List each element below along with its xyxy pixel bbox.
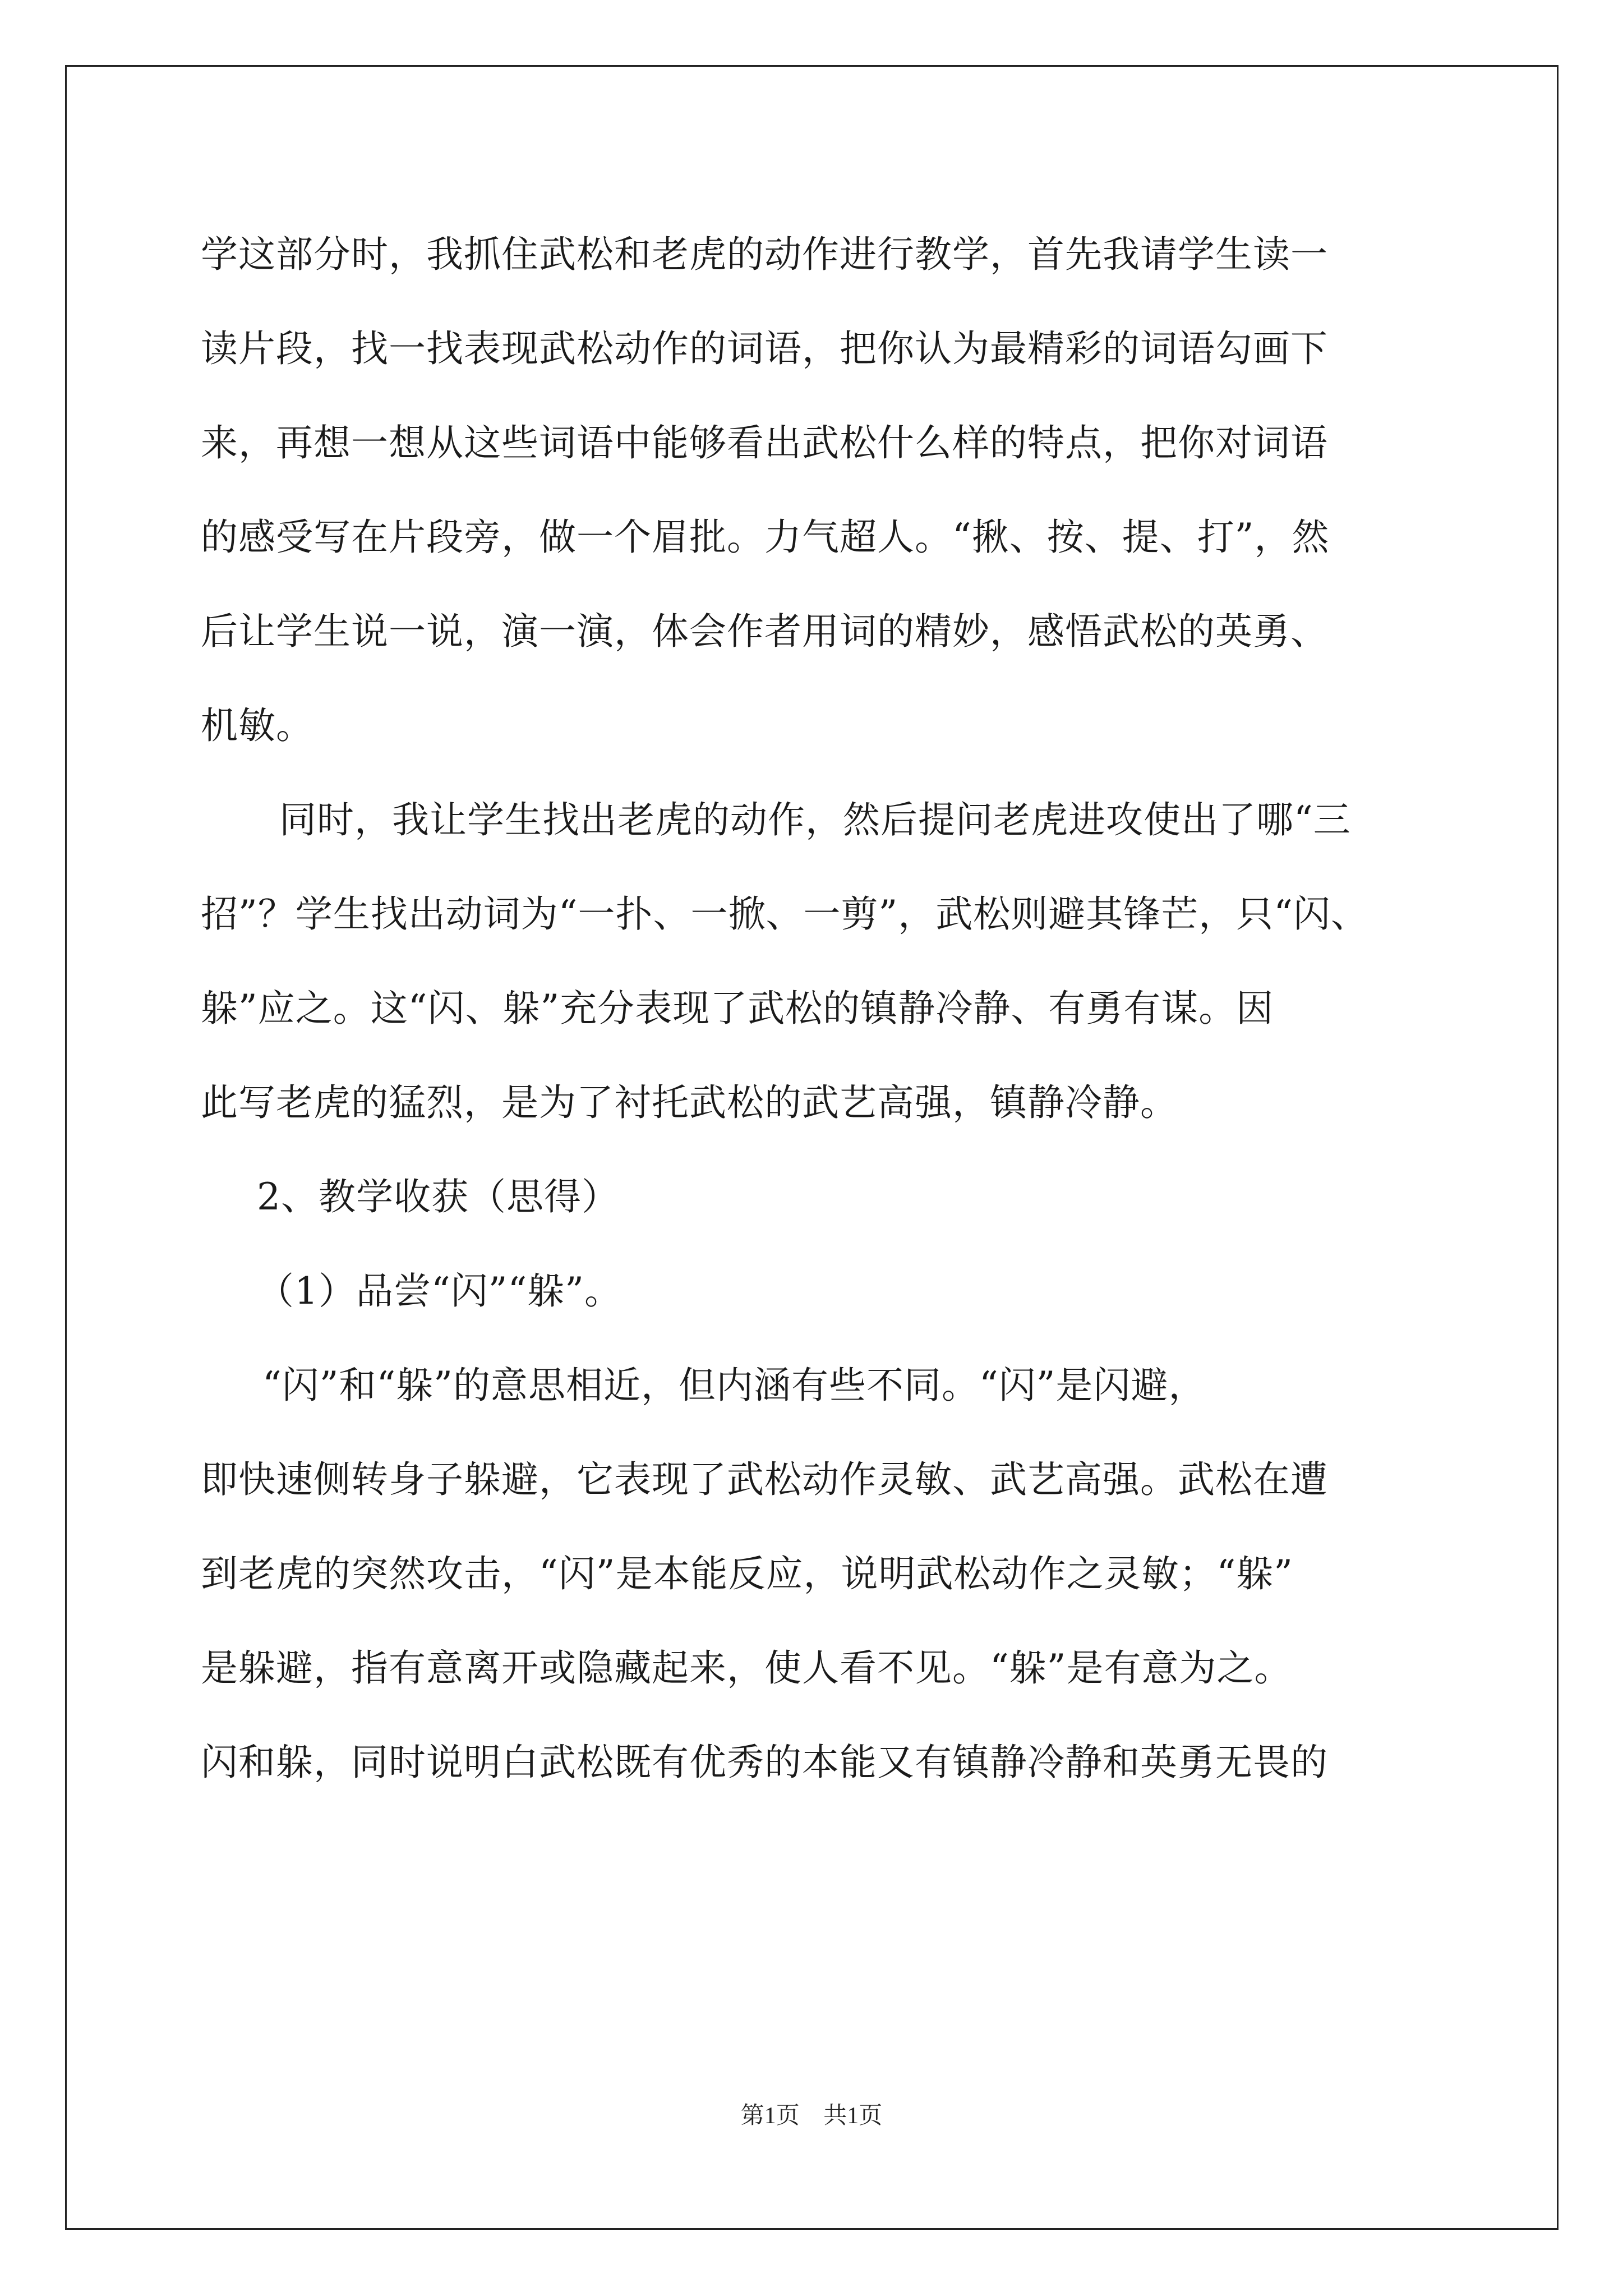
paragraph-line: 闪和躲，同时说明白武松既有优秀的本能又有镇静冷静和英勇无畏的	[201, 1741, 1328, 1784]
paragraph-line: 到老虎的突然攻击，“闪”是本能反应，说明武松动作之灵敏；“躲”	[201, 1552, 1293, 1595]
paragraph-line: 同时，我让学生找出老虎的动作，然后提问老虎进攻使出了哪“三	[279, 798, 1351, 841]
paragraph-line: 躲”应之。这“闪、躲”充分表现了武松的镇静冷静、有勇有谋。因	[201, 987, 1274, 1030]
page-total: 共1页	[823, 2103, 883, 2129]
paragraph-line: 招”？学生找出动词为“一扑、一掀、一剪”，武松则避其锋芒，只“闪、	[201, 892, 1368, 936]
paragraph-line: 此写老虎的猛烈，是为了衬托武松的武艺高强，镇静冷静。	[201, 1081, 1178, 1124]
document-body	[201, 208, 1423, 1810]
paragraph-line: “闪”和“躲”的意思相近，但内涵有些不同。“闪”是闪避，	[262, 1364, 1206, 1407]
section-heading: 2、教学收获（思得）	[257, 1175, 619, 1218]
paragraph-line: 的感受写在片段旁，做一个眉批。力气超人。“揪、按、提、打”，然	[201, 516, 1330, 559]
paragraph-line: 读片段，找一找表现武松动作的词语，把你认为最精彩的词语勾画下	[201, 327, 1328, 370]
subsection-heading: （1）品尝“闪”“躲”。	[257, 1269, 622, 1313]
paragraph-line: 学这部分时，我抓住武松和老虎的动作进行教学，首先我请学生读一	[201, 233, 1328, 276]
paragraph-line: 后让学生说一说，演一演，体会作者用词的精妙，感悟武松的英勇、	[201, 610, 1328, 653]
paragraph-line: 来，再想一想从这些词语中能够看出武松什么样的特点，把你对词语	[201, 421, 1328, 464]
page-footer	[0, 2097, 1623, 2131]
paragraph-line: 即快速侧转身子躲避，它表现了武松动作灵敏、武艺高强。武松在遭	[201, 1458, 1328, 1501]
paragraph-line: 是躲避，指有意离开或隐藏起来，使人看不见。“躲”是有意为之。	[201, 1646, 1292, 1690]
paragraph-line: 机敏。	[201, 704, 313, 747]
page-number: 第1页	[740, 2103, 800, 2129]
